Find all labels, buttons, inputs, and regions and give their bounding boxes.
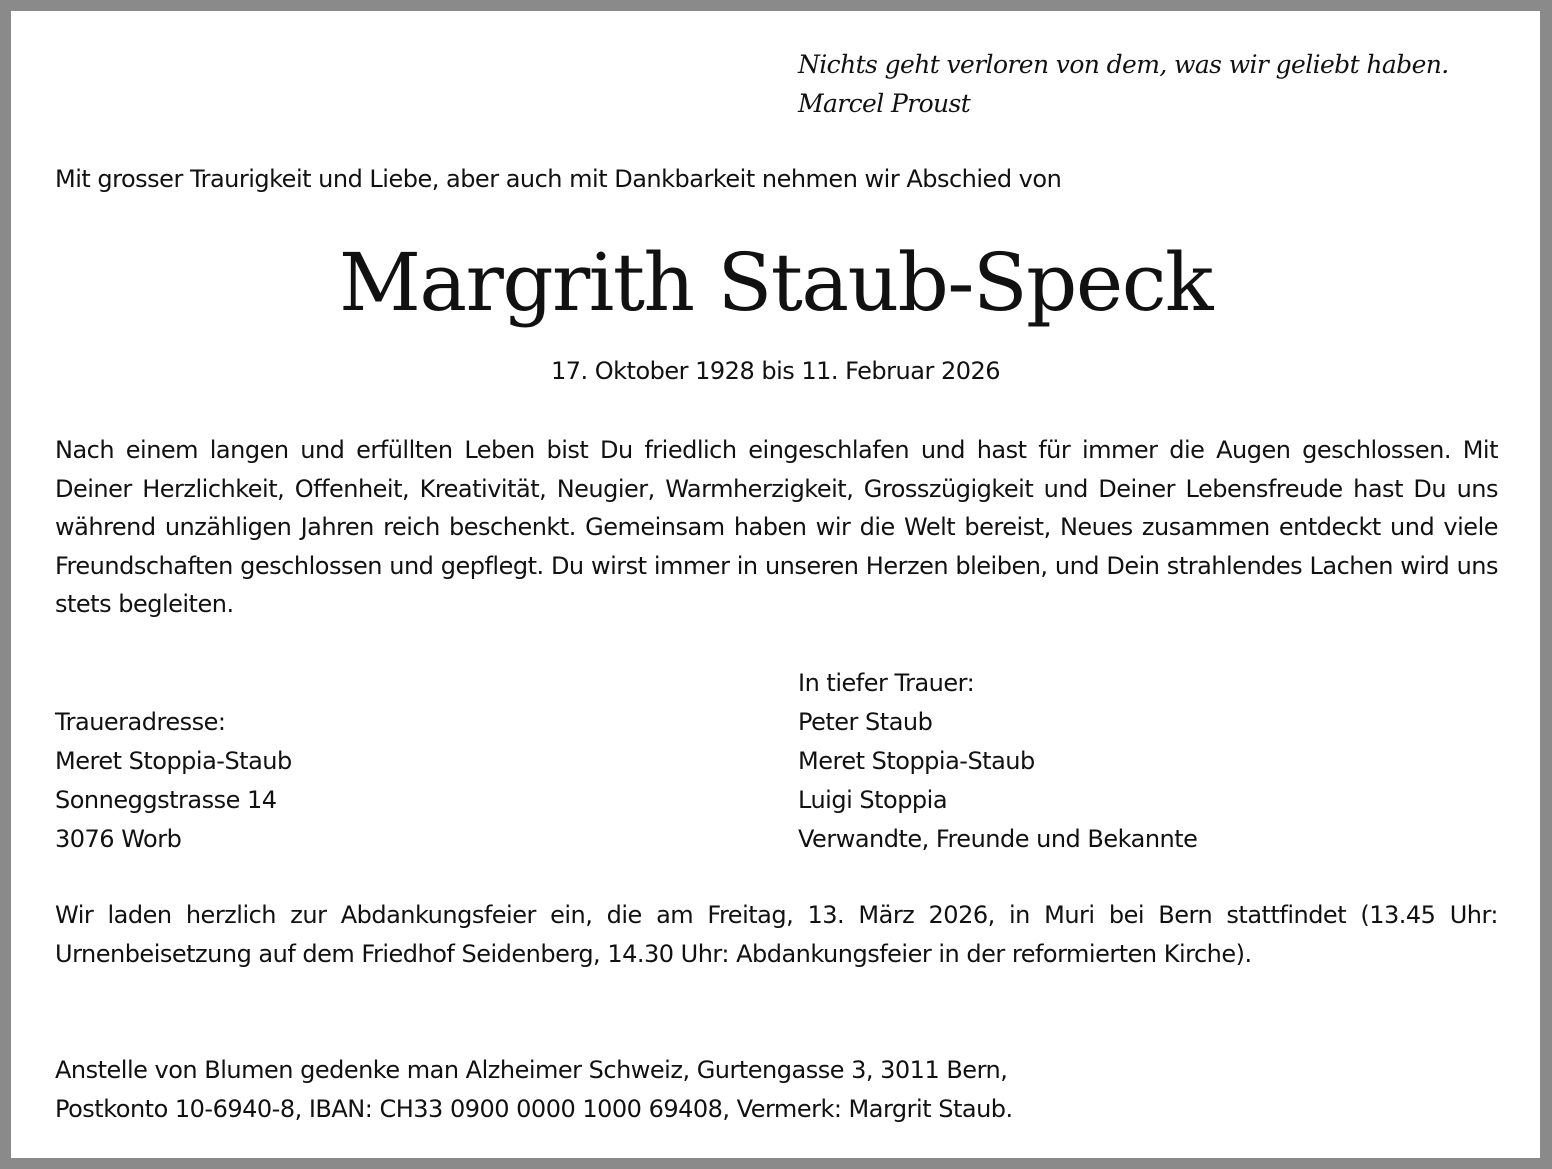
- mourner-name: Meret Stoppia-Staub: [798, 747, 1035, 775]
- tribute-paragraph: Nach einem langen und erfüllten Leben bist Du friedlich eingeschlafen und hast für immer die Augen geschlossen. Mit Deiner Herzlichkeit, Offenheit, Kreativität, Neugier, Warmherzigkeit, Grosszügigkeit und Deiner Lebensfreude hast Du uns während unzähligen Jahren reich beschenkt. Gemeinsam haben wir die Welt bereist, Neues zusammen entdeckt und viele Freundschaften geschlossen und gepflegt. Du wirst immer in unseren Herzen bleiben, und Dein strahlendes Lachen wird uns stets begleiten.: [55, 436, 1498, 619]
- quote-author: Marcel Proust: [798, 89, 971, 118]
- deceased-name: Margrith Staub-Speck: [338, 236, 1213, 329]
- mourners-list: [798, 664, 1197, 859]
- quote-text: Nichts geht verloren von dem, was wir geliebt haben.: [798, 50, 1449, 79]
- mourner-name: Luigi Stoppia: [798, 786, 948, 814]
- mourners-label: In tiefer Trauer:: [798, 669, 975, 697]
- address-line: 3076 Worb: [55, 825, 182, 853]
- life-dates: 17. Oktober 1928 bis 11. Februar 2026: [550, 357, 1001, 385]
- mourner-name: Peter Staub: [798, 708, 933, 736]
- mourner-name: Verwandte, Freunde und Bekannte: [798, 825, 1198, 853]
- donation-line: Anstelle von Blumen gedenke man Alzheimer Schweiz, Gurtengasse 3, 3011 Bern,: [55, 1056, 1008, 1084]
- mourning-address-label: Traueradresse:: [55, 708, 226, 736]
- address-line: Sonneggstrasse 14: [55, 786, 277, 814]
- donation-line: Postkonto 10-6940-8, IBAN: CH33 0900 0000 1000 69408, Vermerk: Margrit Staub.: [55, 1095, 1013, 1123]
- ceremony-paragraph: Wir laden herzlich zur Abdankungsfeier ein, die am Freitag, 13. März 2026, in Muri bei Bern stattfindet (13.45 Uhr: Urnenbeisetzung auf dem Friedhof Seidenberg, 14.30 Uhr: Abdankungsfeier in der reformierten Kirche).: [55, 901, 1498, 968]
- donation-note: [55, 1051, 1013, 1129]
- obituary-card: [11, 11, 1540, 1158]
- mourning-address: [55, 703, 292, 859]
- intro-line: Mit grosser Traurigkeit und Liebe, aber auch mit Dankbarkeit nehmen wir Abschied von: [55, 165, 1062, 193]
- epigraph-quote: [798, 45, 1449, 123]
- address-line: Meret Stoppia-Staub: [55, 747, 292, 775]
